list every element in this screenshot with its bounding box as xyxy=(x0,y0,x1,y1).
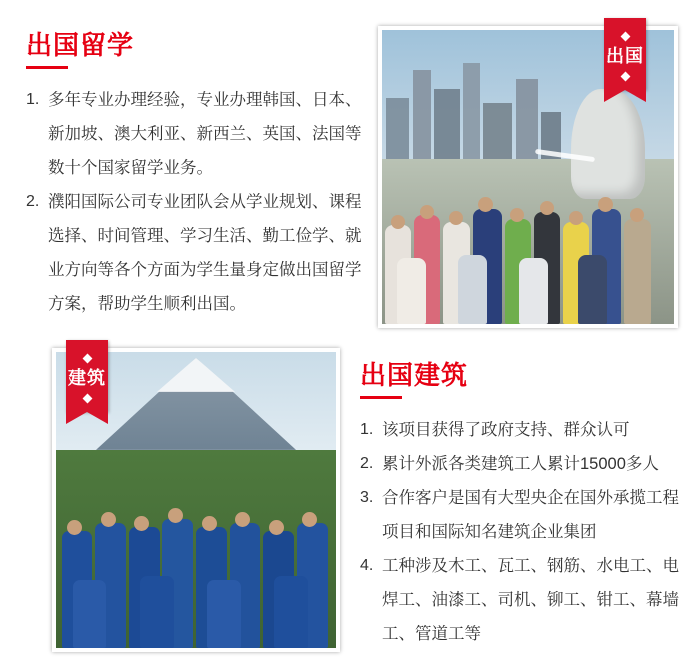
list-item-number: 1. xyxy=(360,421,374,438)
construction-list xyxy=(360,413,685,651)
ribbon-label: 出国 xyxy=(606,46,644,66)
diamond-icon xyxy=(620,32,630,42)
list-item-number: 1. xyxy=(26,91,40,108)
list-item-text: 合作客户是国有大型央企在国外承揽工程项目和国际知名建筑企业集团 xyxy=(382,489,679,541)
study-abroad-heading: 出国留学 xyxy=(26,30,135,60)
photo-people-group xyxy=(382,159,674,324)
list-item-number: 2. xyxy=(26,193,40,210)
diamond-icon xyxy=(82,354,92,364)
heading-underline-2 xyxy=(360,396,402,399)
ribbon-label: 建筑 xyxy=(68,368,106,388)
list-item-number: 2. xyxy=(360,455,374,472)
diamond-icon xyxy=(620,72,630,82)
construction-heading: 出国建筑 xyxy=(360,360,469,390)
list-item-text: 多年专业办理经验，专业办理韩国、日本、新加坡、澳大利亚、新西兰、英国、法国等数十个国家留学业务。 xyxy=(48,91,362,177)
photo-worker-group xyxy=(56,447,336,648)
list-item-text: 工种涉及木工、瓦工、钢筋、水电工、电焊工、油漆工、司机、铆工、钳工、幕墙工、管道工等 xyxy=(382,557,679,643)
list-item xyxy=(360,447,685,481)
list-item-number: 4. xyxy=(360,557,374,574)
heading-underline-1 xyxy=(26,66,68,69)
list-item xyxy=(26,185,366,321)
ribbon-banner-study-abroad xyxy=(604,18,646,90)
diamond-icon xyxy=(82,394,92,404)
list-item-text: 该项目获得了政府支持、群众认可 xyxy=(382,421,630,439)
study-abroad-text-block xyxy=(26,30,366,321)
list-item-text: 濮阳国际公司专业团队会从学业规划、课程选择、时间管理、学习生活、勤工俭学、就业方向等各个方面为学生量身定做出国留学方案，帮助学生顺利出国。 xyxy=(48,193,362,313)
list-item-text: 累计外派各类建筑工人累计15000多人 xyxy=(382,455,659,473)
list-item xyxy=(360,481,685,549)
ribbon-banner-construction xyxy=(66,340,108,412)
list-item xyxy=(26,83,366,185)
study-abroad-list xyxy=(26,83,366,321)
list-item-number: 3. xyxy=(360,489,374,506)
list-item xyxy=(360,413,685,447)
construction-text-block xyxy=(360,360,685,651)
list-item xyxy=(360,549,685,651)
